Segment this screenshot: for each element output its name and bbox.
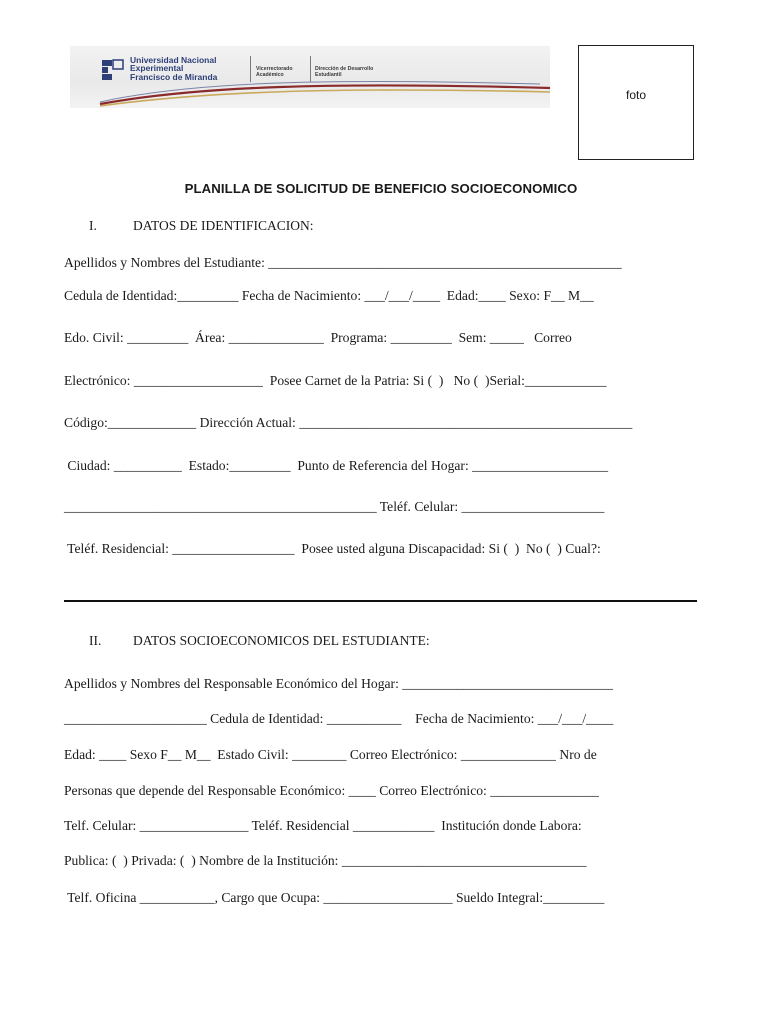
vice-rectorate-line-1: Vicerrectorado xyxy=(256,66,293,72)
vice-rectorate xyxy=(256,66,293,78)
s1-line-code-address: Código:_____________ Dirección Actual: _________________________________________________ xyxy=(64,415,633,430)
university-name-line-2: Experimental xyxy=(130,63,184,74)
photo-box xyxy=(578,45,694,160)
s1-line-phone-disability: Teléf. Residencial: __________________ Posee usted alguna Discapacidad: Si ( ) No ( ) Cual?: xyxy=(64,541,601,556)
s1-line-civil-area: Edo. Civil: _________ Área: ______________ Programa: _________ Sem: _____ Correo xyxy=(64,330,572,345)
section-1-title: DATOS DE IDENTIFICACION: xyxy=(133,218,314,233)
university-name-line-1: Universidad Nacional xyxy=(130,55,217,65)
s2-line-phones: Telf. Celular: ________________ Teléf. Residencial ____________ Institución donde Labora: xyxy=(64,818,582,833)
header-divider xyxy=(250,56,251,82)
vice-rectorate-line-2: Académico xyxy=(256,72,284,78)
s1-line-mobile: ______________________________________________ Teléf. Celular: _____________________ xyxy=(64,499,605,514)
s1-line-city-state: Ciudad: __________ Estado:_________ Punto de Referencia del Hogar: ____________________ xyxy=(64,458,609,473)
university-logo-icon xyxy=(100,58,126,82)
section-2-number: II. xyxy=(89,633,102,648)
s1-line-id-birth: Cedula de Identidad:_________ Fecha de Nacimiento: ___/___/____ Edad:____ Sexo: F__ M__ xyxy=(64,288,594,303)
direction-line-2: Estudiantil xyxy=(315,72,342,78)
s1-line-student-name: Apellidos y Nombres del Estudiante: ____________________________________________________ xyxy=(64,255,622,270)
direction-line-1: Dirección de Desarrollo xyxy=(315,66,374,72)
header-banner xyxy=(70,46,550,108)
form-title: PLANILLA DE SOLICITUD DE BENEFICIO SOCIOECONOMICO xyxy=(184,181,578,196)
section-divider xyxy=(64,600,697,602)
section-1-number: I. xyxy=(89,218,97,233)
s2-line-responsible-name: Apellidos y Nombres del Responsable Económico del Hogar: _______________________________ xyxy=(64,676,613,691)
university-name-line-3: Francisco de Miranda xyxy=(130,71,218,82)
s2-line-office-salary: Telf. Oficina ___________, Cargo que Ocupa: ___________________ Sueldo Integral:_________ xyxy=(64,890,605,905)
s1-line-email-carnet: Electrónico: ___________________ Posee Carnet de la Patria: Si ( ) No ( )Serial:____________ xyxy=(64,373,607,388)
direction xyxy=(315,66,373,78)
photo-label: foto xyxy=(625,88,646,102)
header-divider xyxy=(310,56,311,82)
s2-line-dependents: Personas que depende del Responsable Económico: ____ Correo Electrónico: ________________ xyxy=(64,783,599,798)
s2-line-institution: Publica: ( ) Privada: ( ) Nombre de la Institución: ____________________________________ xyxy=(64,853,587,868)
s2-line-age-email: Edad: ____ Sexo F__ M__ Estado Civil: ________ Correo Electrónico: ______________ Nro de xyxy=(64,747,597,762)
section-2-title: DATOS SOCIOECONOMICOS DEL ESTUDIANTE: xyxy=(133,633,430,648)
s2-line-id-birth: _____________________ Cedula de Identidad: ___________ Fecha de Nacimiento: ___/___/____ xyxy=(64,711,614,726)
